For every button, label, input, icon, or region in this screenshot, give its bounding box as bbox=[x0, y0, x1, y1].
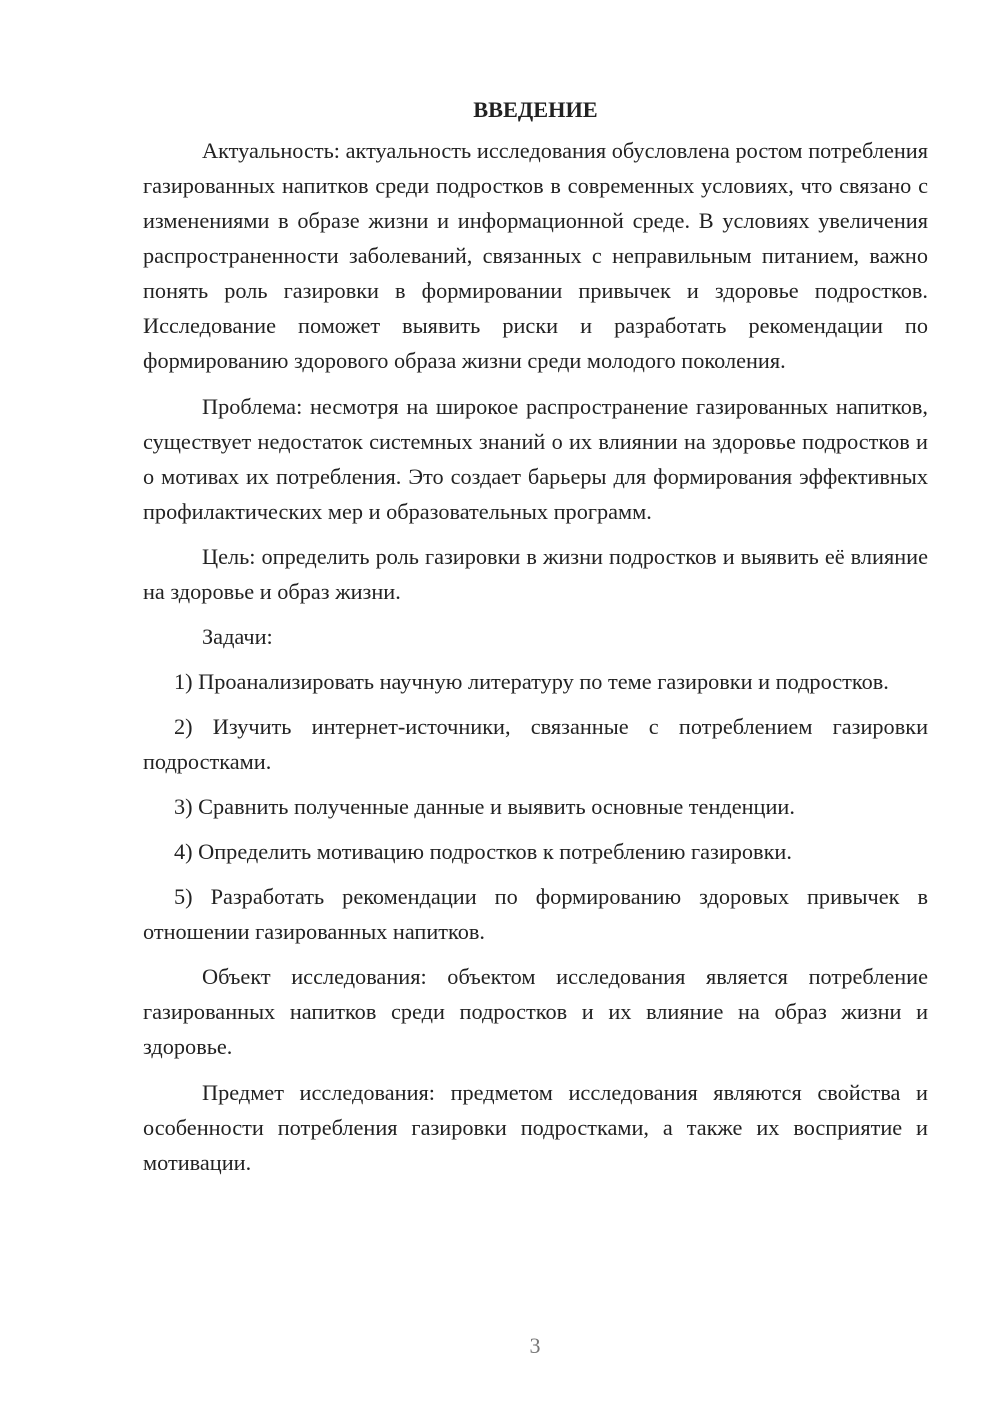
list-item: 4) Определить мотивацию подростков к потреблению газировки. bbox=[174, 839, 792, 864]
task-list bbox=[143, 664, 928, 949]
paragraph-goal: Цель: определить роль газировки в жизни подростков и выявить её влияние на здоровье и образ жизни. bbox=[143, 544, 928, 604]
page-title: ВВЕДЕНИЕ bbox=[473, 97, 598, 122]
list-item: 1) Проанализировать научную литературу по теме газировки и подростков. bbox=[174, 669, 889, 694]
paragraph-relevance: Актуальность: актуальность исследования обусловлена ростом потребления газированных напитков среди подростков в современных условиях, что связано с изменениями в образе жизни и информационной среде. В условиях увеличения распространенности заболеваний, связанных с неправильным питанием, важно понять роль газировки в формировании привычек и здоровье подростков. Исследование поможет выявить риски и разработать рекомендации по формированию здорового образа жизни среди молодого поколения. bbox=[143, 138, 928, 373]
list-item: 2) Изучить интернет-источники, связанные с потреблением газировки подростками. bbox=[143, 714, 928, 774]
list-item: 3) Сравнить полученные данные и выявить основные тенденции. bbox=[174, 794, 795, 819]
page-number: 3 bbox=[529, 1333, 541, 1358]
paragraph-object: Объект исследования: объектом исследования является потребление газированных напитков среди подростков и их влияние на образ жизни и здоровье. bbox=[143, 964, 928, 1059]
paragraph-problem: Проблема: несмотря на широкое распространение газированных напитков, существует недостаток системных знаний о их влиянии на здоровье подростков и о мотивах их потребления. Это создает барьеры для формирования эффективных профилактических мер и образовательных программ. bbox=[143, 394, 928, 524]
list-item: 5) Разработать рекомендации по формированию здоровых привычек в отношении газированных напитков. bbox=[143, 884, 928, 944]
paragraph-subject: Предмет исследования: предметом исследования являются свойства и особенности потребления газировки подростками, а также их восприятие и мотивации. bbox=[143, 1080, 928, 1175]
tasks-label: Задачи: bbox=[202, 624, 273, 649]
document-page bbox=[143, 92, 928, 1180]
